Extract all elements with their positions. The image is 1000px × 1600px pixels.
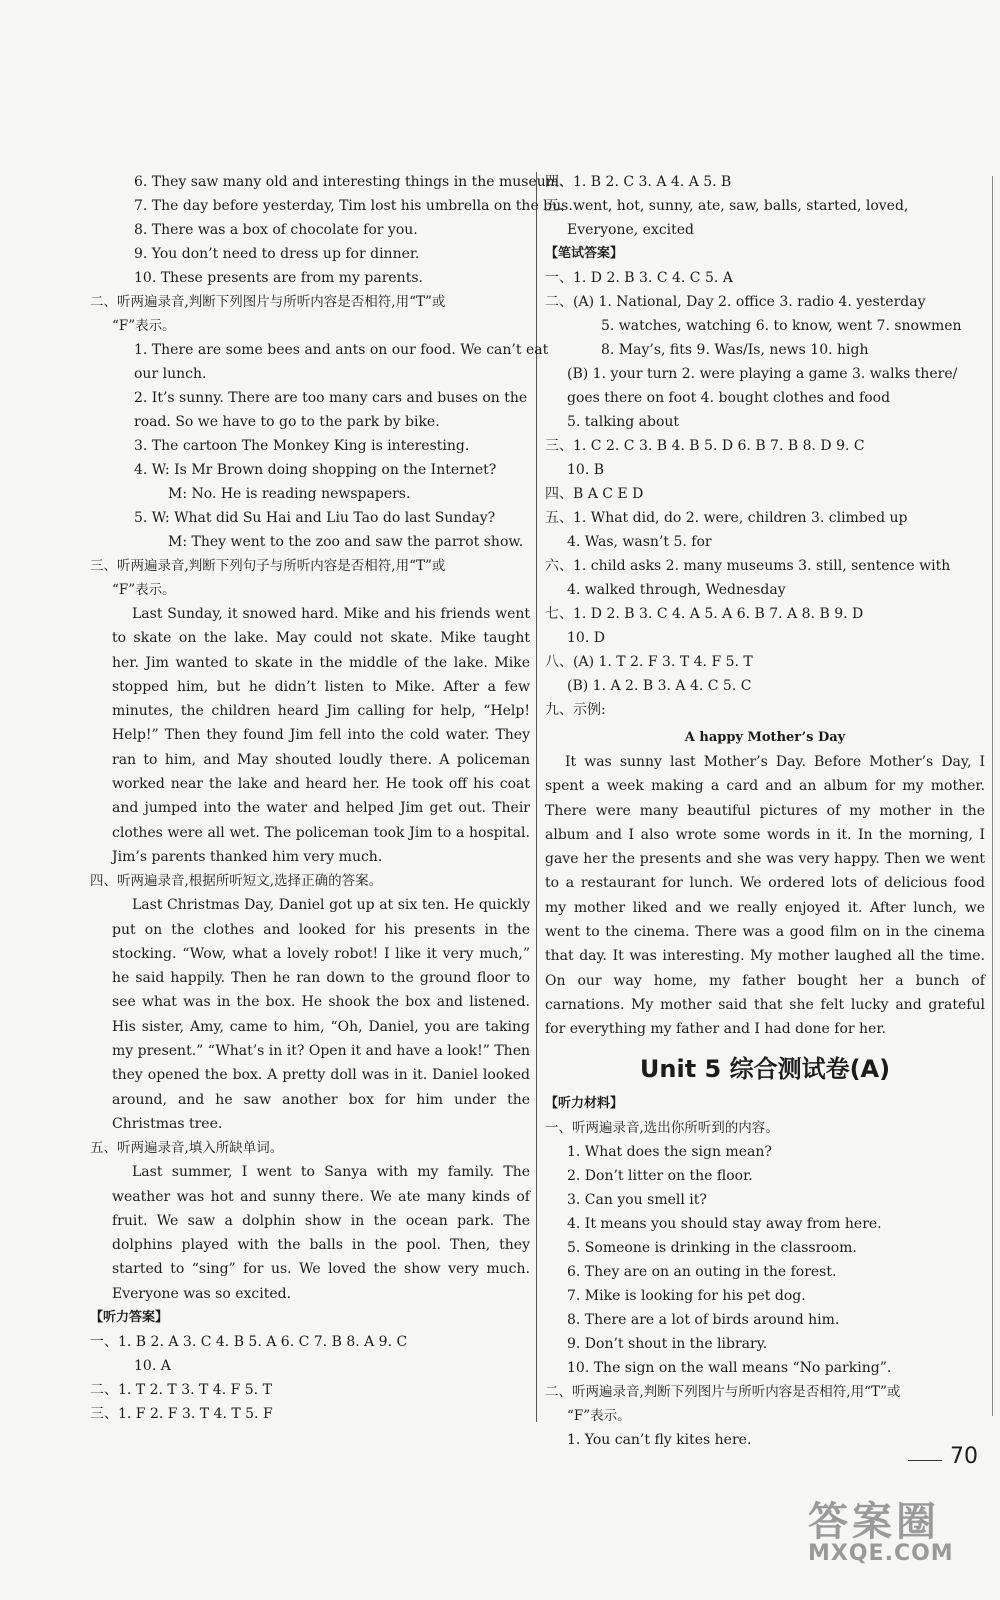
right-column <box>545 170 985 1452</box>
listening-item: 1. What does the sign mean? <box>567 1143 772 1160</box>
listening-item: 3. Can you smell it? <box>567 1191 707 1208</box>
answer-row: goes there on foot 4. bought clothes and food <box>567 390 891 406</box>
answer-row: 一、1. B 2. A 3. C 4. B 5. A 6. C 7. B 8. A 9. C <box>90 1334 408 1351</box>
listening-item: road. So we have to go to the park by bike. <box>134 414 440 430</box>
section-heading-2: 二、听两遍录音,判断下列图片与所听内容是否相符,用“T”或 <box>545 1383 901 1400</box>
listening-item: 10. These presents are from my parents. <box>134 270 423 286</box>
answer-row: 4. Was, wasn’t 5. for <box>567 534 712 550</box>
answer-row: 5. talking about <box>567 414 680 430</box>
composition-title: A happy Mother’s Day <box>684 730 846 745</box>
listening-item: 5. Someone is drinking in the classroom. <box>567 1239 857 1256</box>
listening-material-heading: 【听力材料】 <box>545 1095 624 1111</box>
page-number: 70 <box>950 1444 978 1469</box>
answer-row: 10. A <box>134 1358 171 1375</box>
listening-item: 1. There are some bees and ants on our food. We can’t eat <box>134 342 549 358</box>
listening-item: 4. It means you should stay away from here. <box>567 1215 882 1232</box>
answer-row: 七、1. D 2. B 3. C 4. A 5. A 6. B 7. A 8. B 9. D <box>545 606 864 622</box>
listening-item: 5. W: What did Su Hai and Liu Tao do last Sunday? <box>134 510 496 526</box>
written-answers-heading: 【笔试答案】 <box>545 246 624 261</box>
listening-item: 3. The cartoon The Monkey King is interesting. <box>134 438 470 454</box>
answer-row: 五、went, hot, sunny, ate, saw, balls, started, loved, <box>545 198 909 214</box>
answer-row: 三、1. C 2. C 3. B 4. B 5. D 6. B 7. B 8. D 9. C <box>545 438 865 454</box>
answer-row: 八、(A) 1. T 2. F 3. T 4. F 5. T <box>545 654 753 670</box>
listening-answers-heading: 【听力答案】 <box>90 1310 169 1326</box>
page-edge-line <box>992 176 993 1416</box>
watermark-logo <box>808 1490 954 1566</box>
answer-row: 4. walked through, Wednesday <box>567 582 786 598</box>
answer-row: 五、1. What did, do 2. were, children 3. climbed up <box>545 510 908 526</box>
left-column <box>90 170 573 1426</box>
listening-item: 8. There was a box of chocolate for you. <box>134 222 418 238</box>
listening-item: 2. Don’t litter on the floor. <box>567 1167 753 1184</box>
answer-row: 三、1. F 2. F 3. T 4. T 5. F <box>90 1406 273 1423</box>
listening-item: 1. You can’t fly kites here. <box>567 1431 752 1448</box>
answer-row: 二、(A) 1. National, Day 2. office 3. radio 4. yesterday <box>545 294 926 310</box>
listening-item: 9. You don’t need to dress up for dinner. <box>134 246 420 262</box>
section-heading-2: 二、听两遍录音,判断下列图片与所听内容是否相符,用“T”或 <box>90 294 446 310</box>
section-heading-2-cont: “F”表示。 <box>112 318 176 334</box>
watermark-url: MXQE.COM <box>808 1541 954 1566</box>
passage-skating: Last Sunday, it snowed hard. Mike and his friends went to skate on the lake. May could not skate. Mike taught her. Jim wanted to skate in the middle of the lake. Mike stopped him, but he didn’t listen to Mike. After a few minutes, the children heard Jim calling for help, “Help! Help!” Then they found Jim fell into the cold water. They ran to him, and May shouted loudly there. A policeman worked near the lake and heard her. He took off his coat and jumped into the water and helped Jim get out. Their clothes were all wet. The policeman took Jim to a hospital. Jim’s parents thanked him very much. <box>112 606 530 865</box>
answer-row: Everyone, excited <box>567 222 695 238</box>
listening-item: 7. The day before yesterday, Tim lost his umbrella on the bus. <box>134 198 573 214</box>
listening-item: M: No. He is reading newspapers. <box>168 486 411 502</box>
listening-item: 6. They are on an outing in the forest. <box>567 1263 837 1280</box>
answer-row: 九、示例: <box>545 702 606 718</box>
listening-item: 9. Don’t shout in the library. <box>567 1335 768 1352</box>
passage-christmas: Last Christmas Day, Daniel got up at six ten. He quickly put on the clothes and looked for his presents in the stocking. “Wow, what a lovely robot! I like it very much,” he said happily. Then he ran down to the ground floor to see what was in the box. He shook the box and listened. His sister, Amy, came to him, “Oh, Daniel, you are taking my present.” “What’s in it? Open it and have a look!” Then they opened the box. A pretty doll was in it. Daniel looked around, and he saw another box for him under the Christmas tree. <box>112 897 530 1132</box>
section-heading-2-cont: “F”表示。 <box>567 1407 631 1424</box>
section-heading-3-cont: “F”表示。 <box>112 582 176 598</box>
listening-item: 6. They saw many old and interesting things in the museum. <box>134 174 564 190</box>
section-heading-4: 四、听两遍录音,根据所听短文,选择正确的答案。 <box>90 873 383 890</box>
section-heading-1: 一、听两遍录音,选出你所听到的内容。 <box>545 1119 779 1136</box>
answer-row: (B) 1. your turn 2. were playing a game 3. walks there/ <box>567 366 958 382</box>
answer-row: 10. D <box>567 630 605 646</box>
watermark-text: 答案圈 <box>808 1499 940 1545</box>
unit-title: Unit 5 综合测试卷(A) <box>639 1054 891 1083</box>
listening-item: 2. It’s sunny. There are too many cars and buses on the <box>134 390 528 406</box>
section-heading-3: 三、听两遍录音,判断下列句子与所听内容是否相符,用“T”或 <box>90 558 446 574</box>
listening-item: 10. The sign on the wall means “No parking”. <box>567 1359 892 1376</box>
listening-item: 7. Mike is looking for his pet dog. <box>567 1287 806 1304</box>
answer-row: 5. watches, watching 6. to know, went 7. snowmen <box>601 318 962 334</box>
answer-row: 四、1. B 2. C 3. A 4. A 5. B <box>545 174 732 190</box>
answer-row: 二、1. T 2. T 3. T 4. F 5. T <box>90 1382 272 1399</box>
answer-row: 六、1. child asks 2. many museums 3. still, sentence with <box>545 558 951 574</box>
answer-row: 一、1. D 2. B 3. C 4. C 5. A <box>545 270 733 286</box>
answer-row: 8. May’s, fits 9. Was/Is, news 10. high <box>601 342 869 358</box>
answer-row: 四、B A C E D <box>545 486 644 502</box>
answer-row: (B) 1. A 2. B 3. A 4. C 5. C <box>567 678 752 694</box>
listening-item: 4. W: Is Mr Brown doing shopping on the Internet? <box>134 462 497 478</box>
passage-sanya: Last summer, I went to Sanya with my family. The weather was hot and sunny there. We ate many kinds of fruit. We saw a dolphin show in the ocean park. The dolphins played with the balls in the pool. Then, they started to “sing” for us. We loved the show very much. Everyone was so excited. <box>112 1164 530 1302</box>
page-number-dash <box>908 1460 942 1461</box>
listening-item: 8. There are a lot of birds around him. <box>567 1311 840 1328</box>
answer-row: 10. B <box>567 462 605 478</box>
section-heading-5: 五、听两遍录音,填入所缺单词。 <box>90 1140 284 1157</box>
listening-item: our lunch. <box>134 366 207 382</box>
composition-body: It was sunny last Mother’s Day. Before Mother’s Day, I spent a week making a card and an album for my mother. There were many beautiful pictures of my mother in the album and I also wrote some words in it. In the morning, I gave her the presents and she was very happy. Then we went to a restaurant for lunch. We ordered lots of delicious food my mother liked and we really enjoyed it. After lunch, we went to the cinema. There was a good film on in the cinema that day. It was interesting. My mother laughed all the time. On our way home, my father bought her a bunch of carnations. My mother said that she felt lucky and grateful for everything my father and I had done for her. <box>545 754 985 1038</box>
listening-item: M: They went to the zoo and saw the parrot show. <box>168 534 524 550</box>
